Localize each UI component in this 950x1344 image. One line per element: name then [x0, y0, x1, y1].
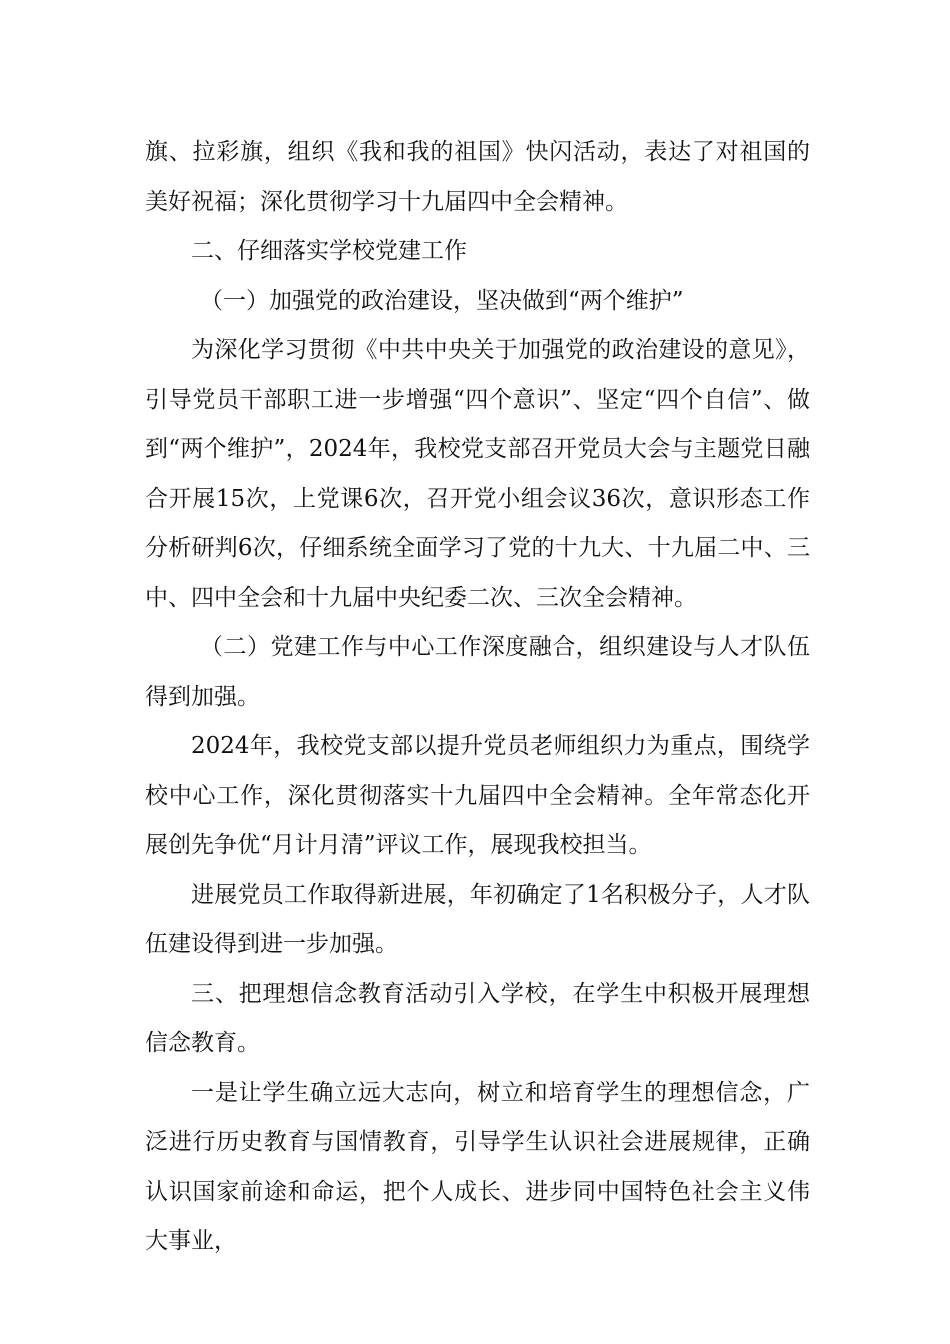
paragraph-ideals-education: 一是让学生确立远大志向，树立和培育学生的理想信念，广泛进行历史教育与国情教育，引导学生认识社会进展规律，正确认识国家前途和命运，把个人成长、进步同中国特色社会主义伟大事业，	[145, 1079, 810, 1254]
paragraph-continuation: 旗、拉彩旗，组织《我和我的祖国》快闪活动，表达了对祖国的美好祝福；深化贯彻学习十九届四中全会精神。	[145, 139, 810, 215]
subsection-heading-1: （一）加强党的政治建设，坚决做到“两个维护”	[200, 287, 684, 314]
paragraph-political-building: 为深化学习贯彻《中共中央关于加强党的政治建设的意见》，引导党员干部职工进一步增强“四个意识”、坚定“四个自信”、做到“两个维护”，2024年，我校党支部召开党员大会与主题党日融合开展15次，上党课6次，召开党小组会议36次，意识形态工作分析研判6次，仔细系统全面学习了党的十九大、十九届二中、三中、四中全会和十九届中央纪委二次、三次全会精神。	[145, 337, 810, 611]
paragraph-organization: 2024年，我校党支部以提升党员老师组织力为重点，围绕学校中心工作，深化贯彻落实十九届四中全会精神。全年常态化开展创先争优“月计月清”评议工作，展现我校担当。	[145, 733, 810, 858]
paragraph-member-development: 进展党员工作取得新进展，年初确定了1名积极分子，人才队伍建设得到进一步加强。	[145, 881, 810, 957]
section-heading-2: 二、仔细落实学校党建工作	[191, 238, 467, 264]
document-body	[145, 128, 810, 1267]
subsection-heading-2: （二）党建工作与中心工作深度融合，组织建设与人才队伍得到加强。	[145, 634, 810, 710]
section-heading-3: 三、把理想信念教育活动引入学校，在学生中积极开展理想信念教育。	[145, 980, 810, 1056]
